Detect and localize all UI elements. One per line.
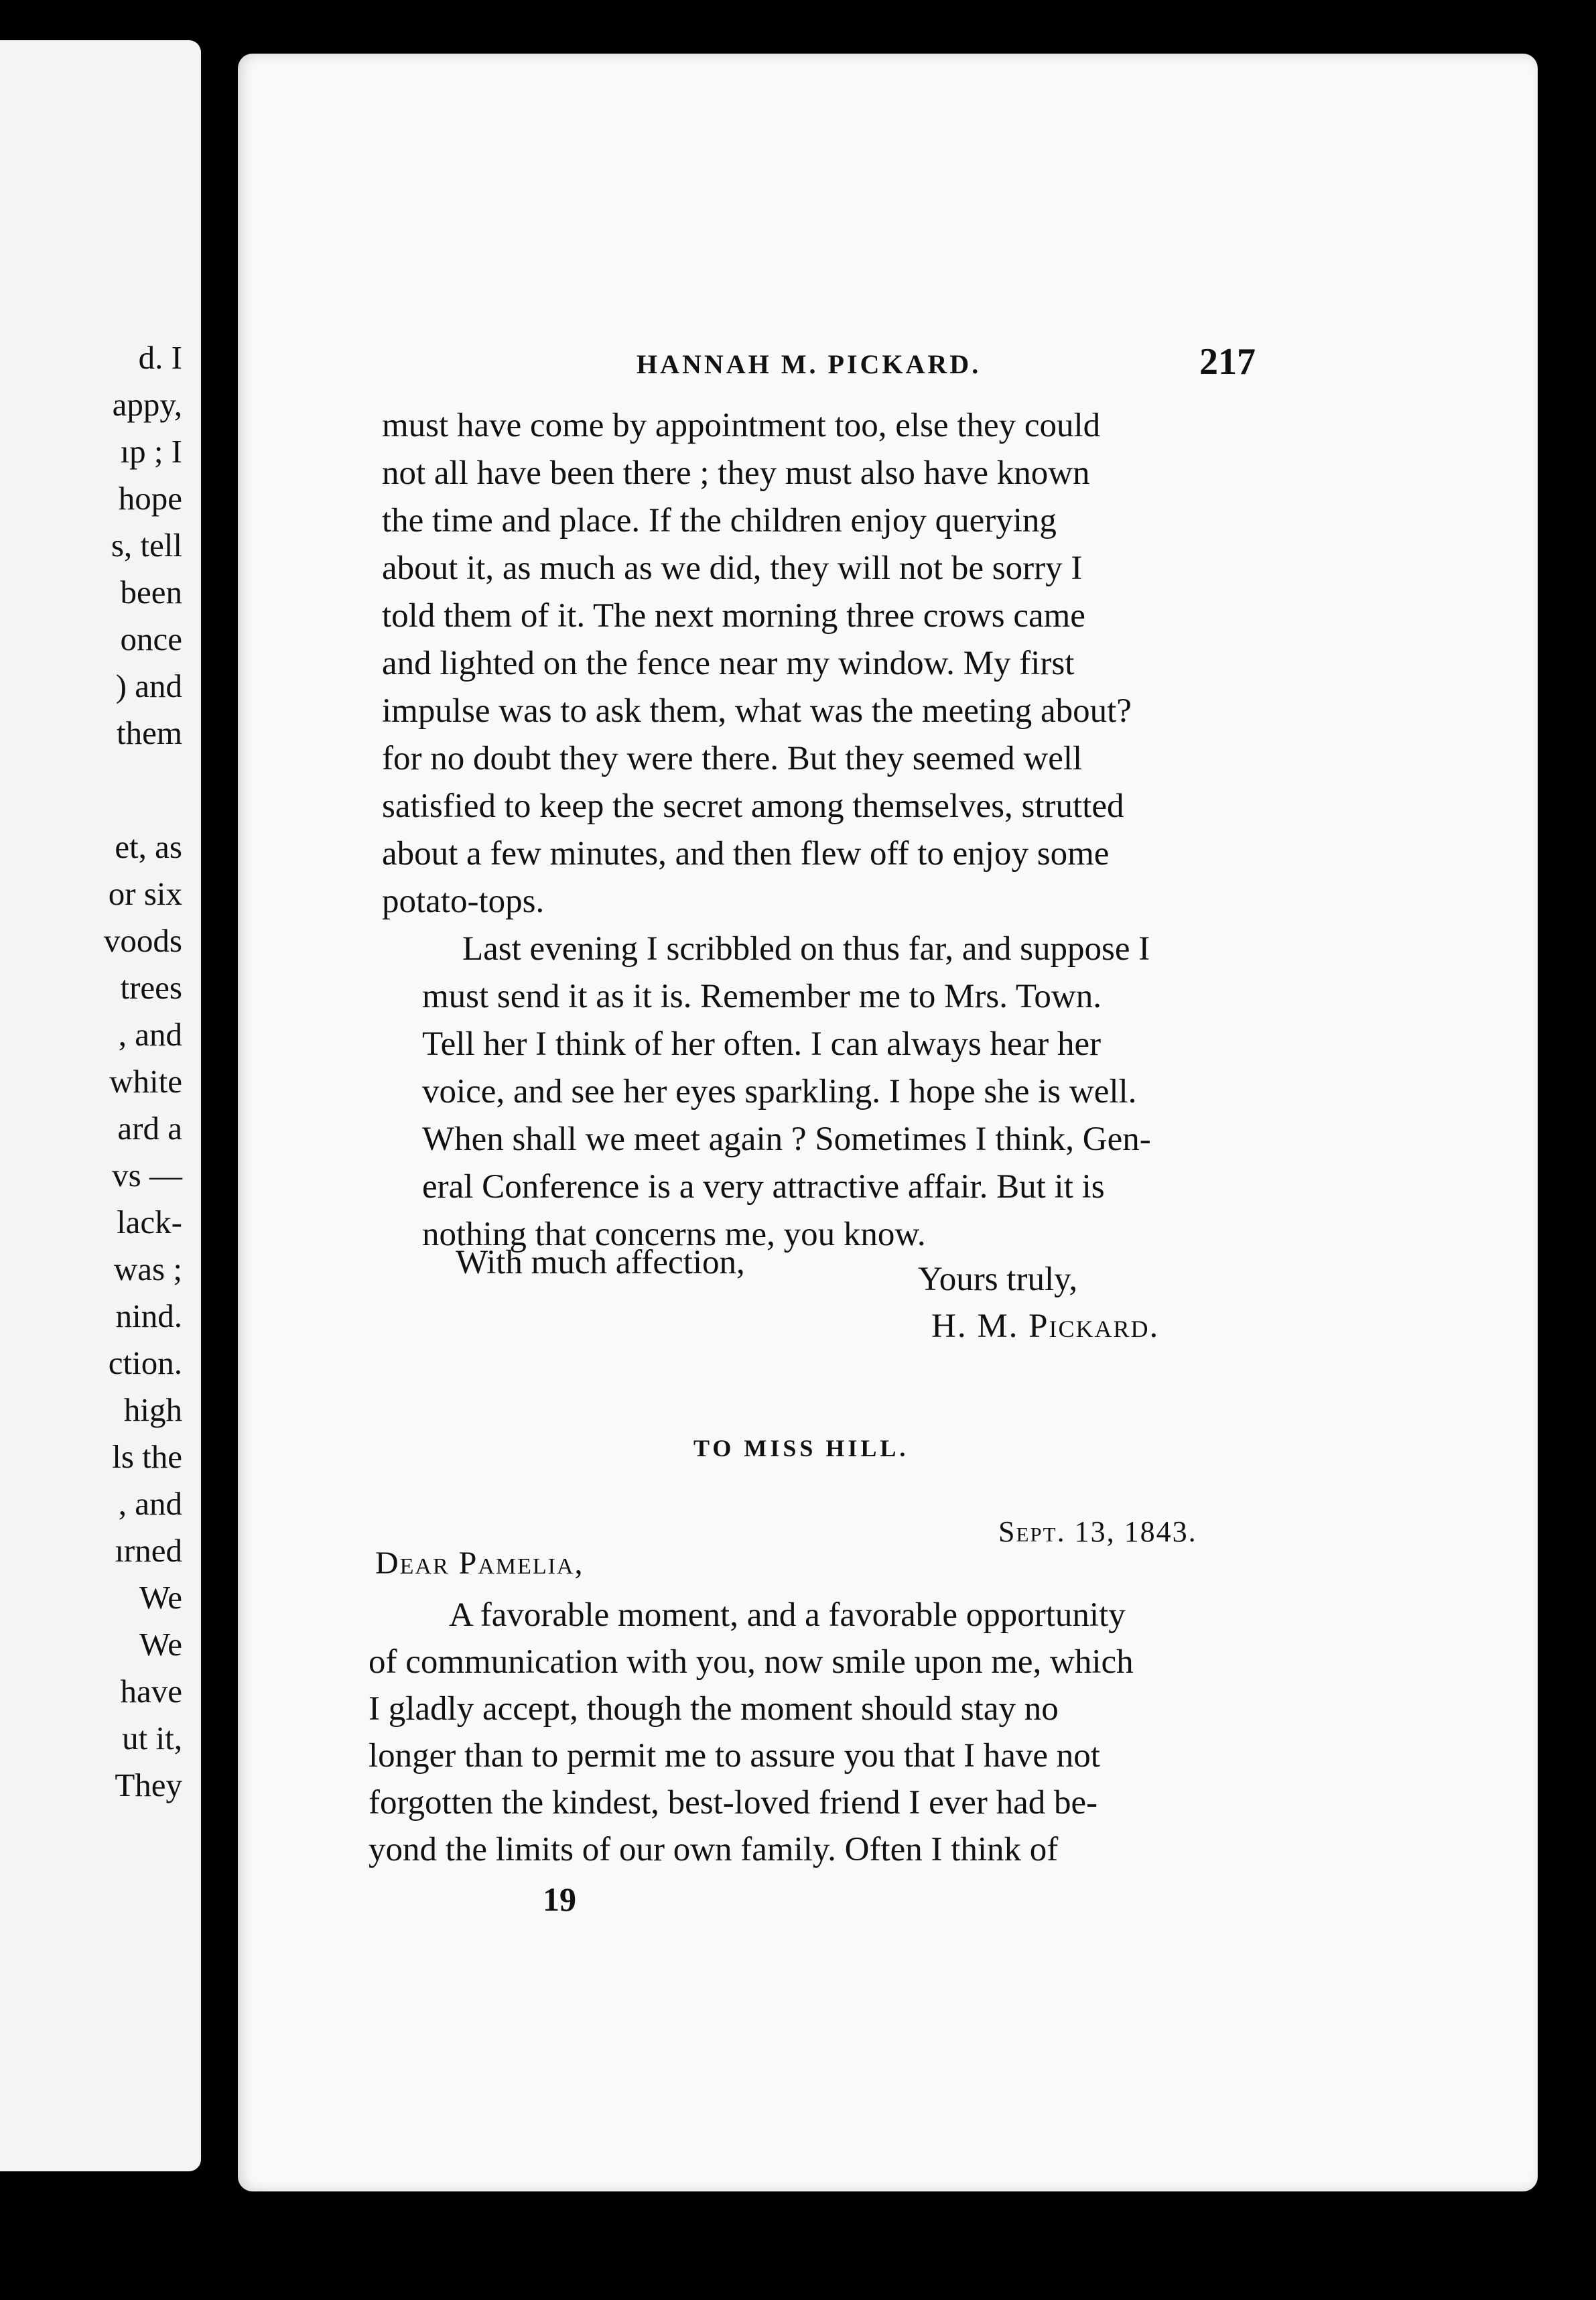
left-page-line: , and [118,1485,182,1522]
left-page-line: them [117,714,182,751]
left-page-line: once [120,621,182,657]
letter2-heading: TO MISS HILL. [693,1435,909,1462]
text-line: about a few minutes, and then flew off to enjoy some [382,835,1110,873]
letter1-body [382,402,1260,1259]
closing-right: Yours truly, [918,1261,1078,1298]
text-line: about it, as much as we did, they will not be sorry I [382,550,1083,587]
left-page-fragment [0,40,201,2171]
running-title: HANNAH M. PICKARD. [637,349,982,379]
left-page-line: ırned [115,1532,182,1569]
left-page-line: or six [108,875,182,912]
left-page-line: lack- [117,1204,182,1240]
letter2-salutation: Dear Pamelia, [375,1545,584,1581]
left-page-line: trees [120,969,182,1006]
left-page-line: hope [118,480,182,517]
text-line: When shall we meet again ? Sometimes I think, Gen- [422,1121,1151,1158]
left-page-line: They [115,1767,182,1803]
letter2-body [369,1592,1246,1873]
text-line: A favorable moment, and a favorable opportunity [449,1596,1126,1634]
left-page-line: ction. [108,1344,182,1381]
letter1-paragraph-1 [382,402,1260,925]
left-page-line: ıp ; I [120,433,182,470]
closing-left: With much affection, [456,1244,745,1281]
text-line: I gladly accept, though the moment should stay no [369,1690,1059,1728]
left-page-line: We [139,1579,182,1616]
left-page-line: appy, [112,386,182,423]
signature: H. M. Pickard. [931,1307,1160,1345]
letter2-date: Sept. 13, 1843. [998,1515,1197,1548]
left-page-line: ) and [115,667,182,704]
text-line: and lighted on the fence near my window. My first [382,645,1075,682]
left-page-line: high [123,1391,182,1428]
left-page-line: white [109,1063,182,1100]
signature-mark: 19 [543,1880,576,1918]
text-line: longer than to permit me to assure you that I have not [369,1737,1100,1775]
text-line: potato-tops. [382,883,545,920]
left-page-line: , and [118,1016,182,1053]
left-page-line: d. I [138,339,182,376]
letter1-paragraph-2 [382,925,1260,1259]
left-page-line: et, as [115,828,182,865]
left-page-line: ut it, [122,1720,182,1756]
left-page-line: ls the [112,1438,182,1475]
left-page-line: was ; [113,1251,182,1287]
text-line: told them of it. The next morning three crows came [382,597,1085,635]
text-line: nothing that concerns me, you know. [422,1216,926,1253]
left-page-line: ard a [117,1110,182,1147]
text-line: not all have been there ; they must also have known [382,454,1090,492]
left-page-line: have [120,1673,182,1710]
left-page-line: s, tell [111,527,182,564]
text-line: the time and place. If the children enjoy querying [382,502,1057,539]
text-line: must send it as it is. Remember me to Mrs. Town. [422,978,1102,1015]
text-line: eral Conference is a very attractive affair. But it is [422,1168,1105,1206]
left-page-line: been [120,574,182,611]
text-line: must have come by appointment too, else they could [382,407,1101,444]
left-page-line: nind. [115,1297,182,1334]
text-line: impulse was to ask them, what was the meeting about? [382,692,1132,730]
text-line: voice, and see her eyes sparkling. I hope she is well. [422,1073,1137,1110]
text-line: yond the limits of our own family. Often I think of [369,1831,1059,1868]
left-page-line: voods [103,922,182,959]
left-page-line: vs — [112,1157,182,1194]
text-line: satisfied to keep the secret among themselves, strutted [382,787,1124,825]
text-line: Last evening I scribbled on thus far, and suppose I [462,930,1150,968]
left-page-line: We [139,1626,182,1663]
page-number: 217 [1199,341,1256,383]
text-line: Tell her I think of her often. I can always hear her [422,1025,1102,1063]
text-line: for no doubt they were there. But they seemed well [382,740,1083,777]
text-line: forgotten the kindest, best-loved friend I ever had be- [369,1784,1098,1822]
text-line: of communication with you, now smile upon me, which [369,1643,1134,1681]
